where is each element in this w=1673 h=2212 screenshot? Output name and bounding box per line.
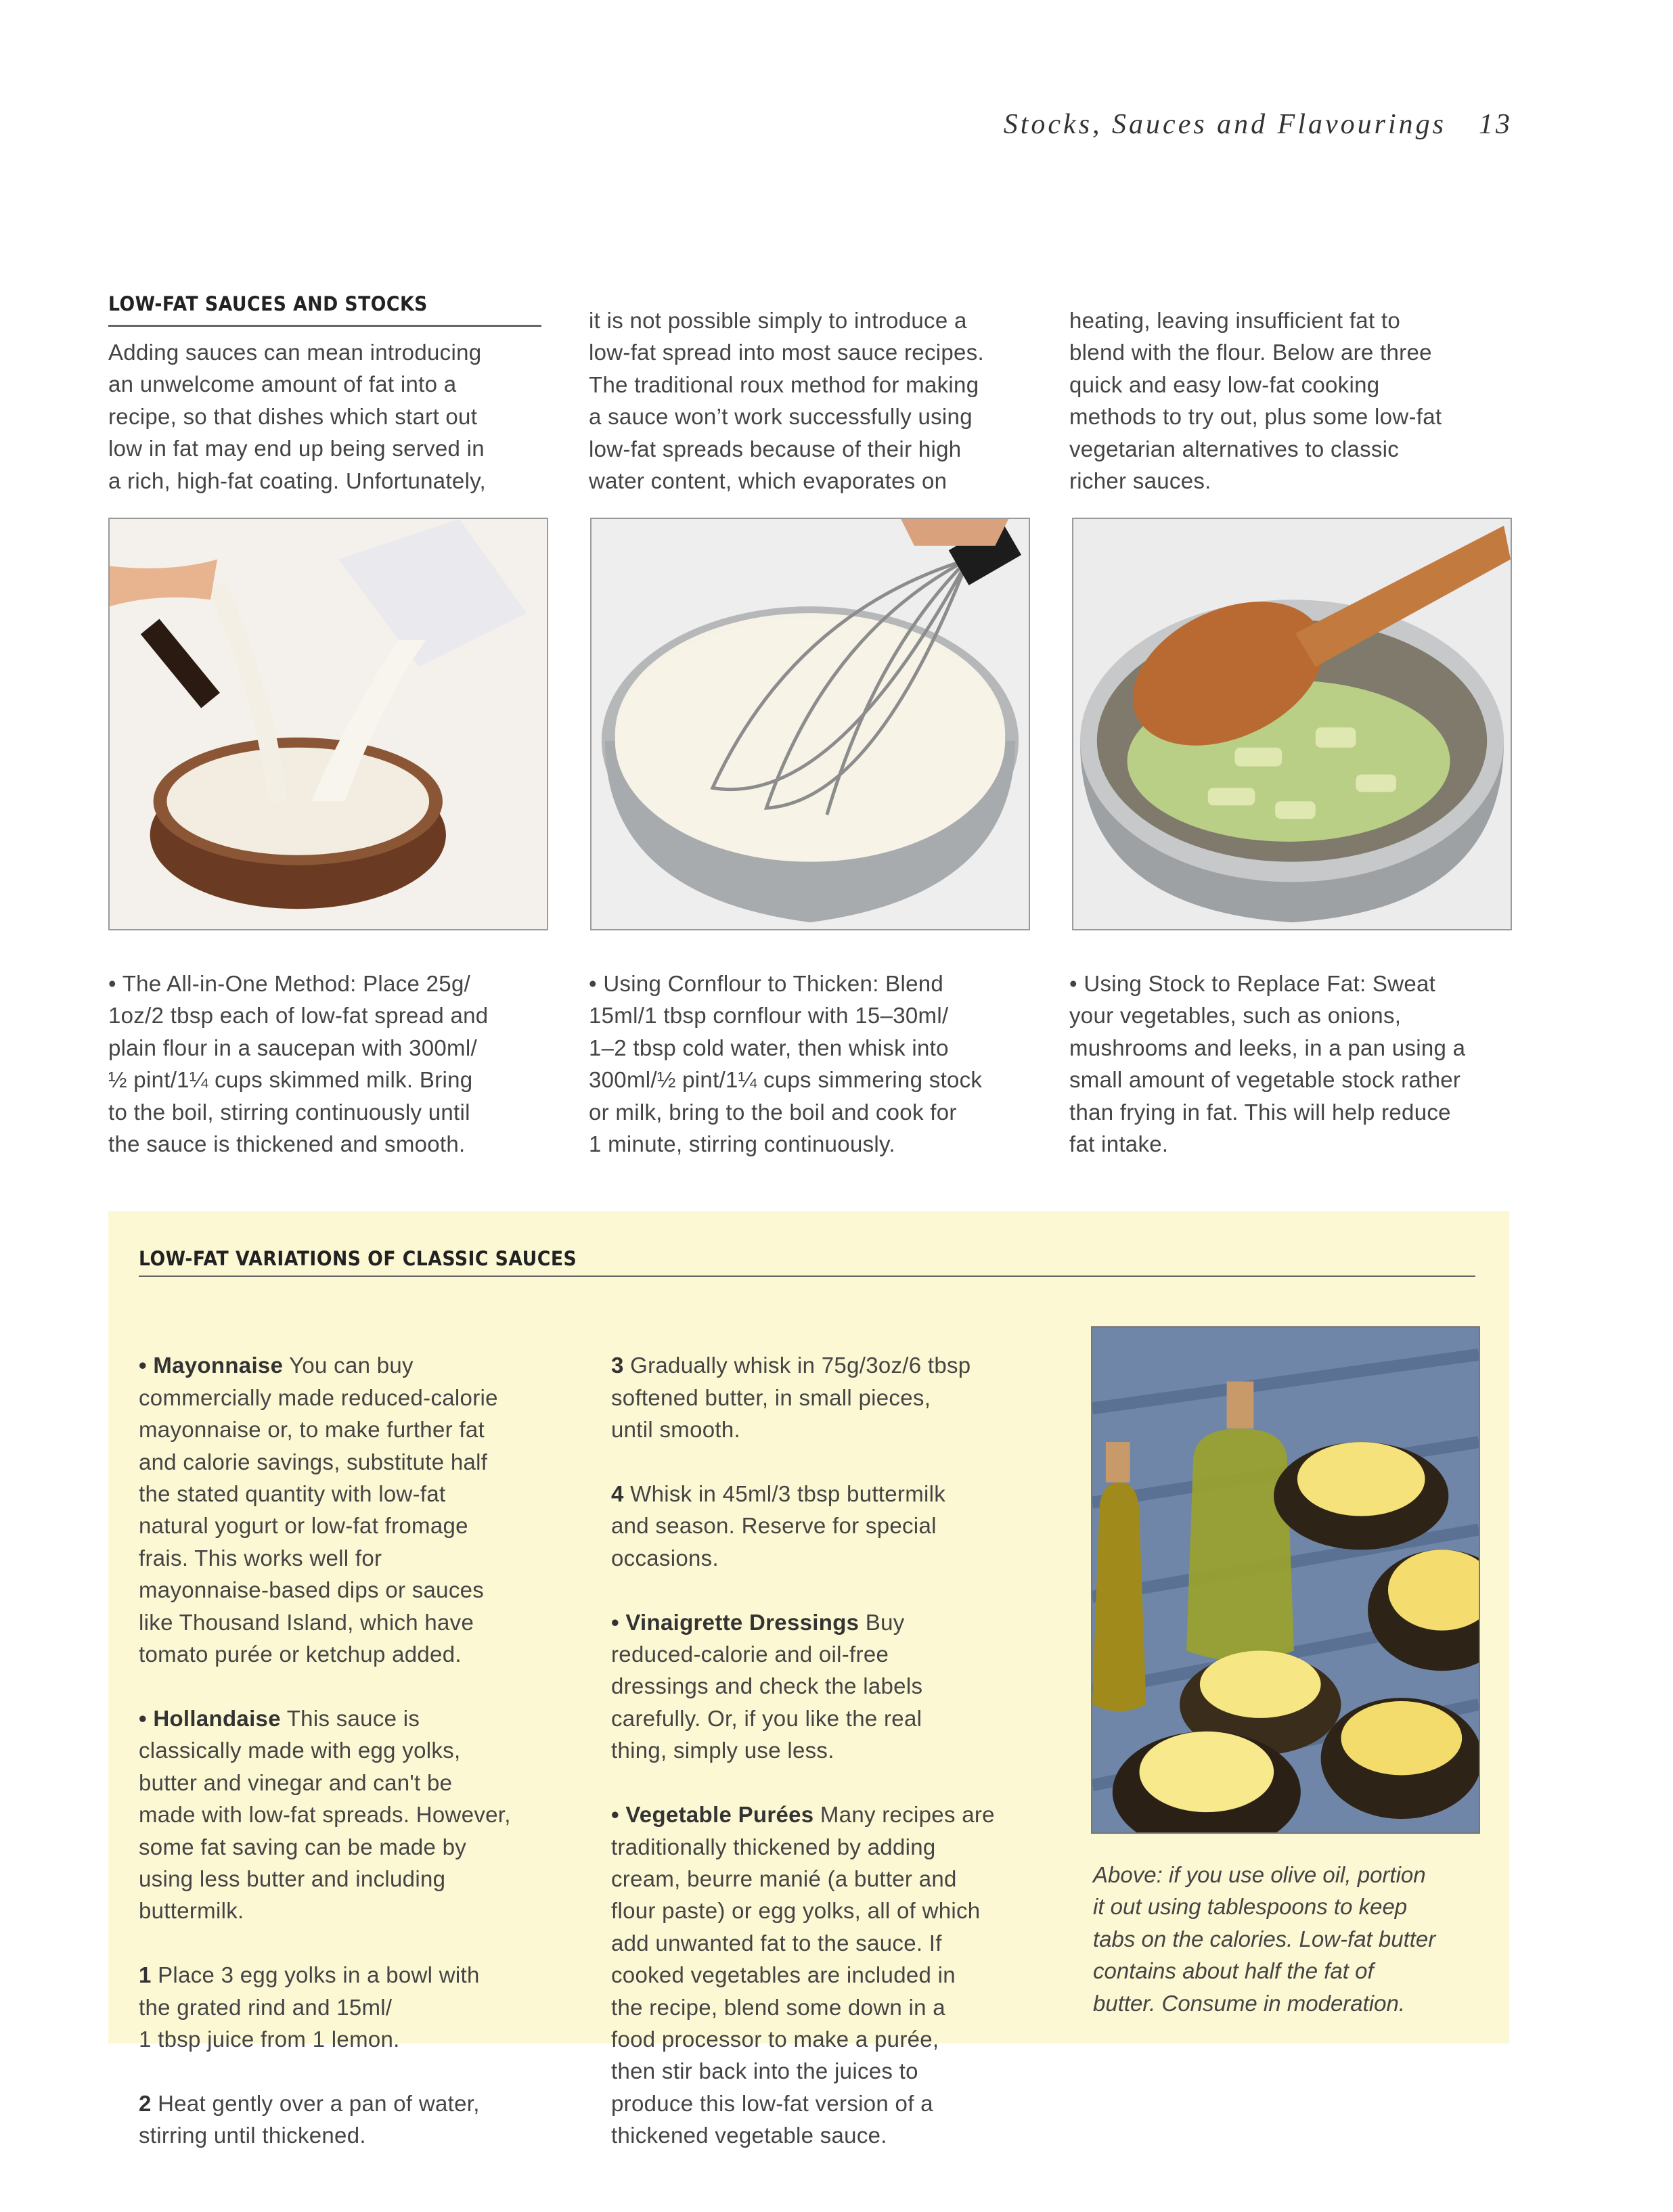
vegetable-puree-text: Many recipes are traditionally thickened by adding cream, beurre manié (a butter and flour paste) or egg yolks, all of which add unwanted fat to the sauce. If cooked vegetables are included in the recipe, blend some down in a food processor to make a purée, then stir back into the juices to produce this low-fat version of a thickened vegetable sauce. <box>611 1802 995 2148</box>
method-cornflour: • Using Cornflour to Thicken: Blend 15ml/1 tbsp cornflour with 15–30ml/ 1–2 tbsp cold water, then whisk into 300ml/½ pint/1¼ cups simmering stock or milk, bring to the boil and cook for 1 minute, stirring continuously. <box>589 971 983 1157</box>
hollandaise-step-4 <box>611 1478 1044 1574</box>
photo-caption: Above: if you use olive oil, portion it out using tablespoons to keep tabs on the calories. Low-fat butter contains about half the fat of butter. Consume in moderation. <box>1093 1862 1436 2016</box>
photo-cornflour-thicken <box>590 518 1030 930</box>
hollandaise-text: This sauce is classically made with egg yolks, butter and vinegar and can't be made with low-fat spreads. However, some fat saving can be made by using less butter and including buttermilk. <box>139 1705 511 1924</box>
heading-rule <box>108 325 541 327</box>
intro-column-2: it is not possible simply to introduce a low-fat spread into most sauce recipes. The traditional roux method for making a sauce won’t work successfully using low-fat spreads because of their high water content, which evaporates on <box>589 308 984 494</box>
variations-column-1 <box>139 1317 572 2184</box>
step-3-number: 3 <box>611 1353 624 1378</box>
photo-stock-replace-fat <box>1072 518 1512 930</box>
mayonnaise-entry <box>139 1349 572 1670</box>
method-stock: • Using Stock to Replace Fat: Sweat your vegetables, such as onions, mushrooms and leeks, in a pan using a small amount of vegetable stock rather than frying in fat. This will help reduce fat intake. <box>1069 971 1466 1157</box>
hollandaise-title: • Hollandaise <box>139 1705 281 1731</box>
running-header <box>947 108 1513 141</box>
hollandaise-entry <box>139 1702 572 1927</box>
intro-column-3: heating, leaving insufficient fat to blend with the flour. Below are three quick and easy low-fat cooking methods to try out, plus some low-fat vegetarian alternatives to classic richer sauces. <box>1069 308 1442 494</box>
step-3-text: Gradually whisk in 75g/3oz/6 tbsp softened butter, in small pieces, until smooth. <box>611 1353 971 1443</box>
running-title: Stocks, Sauces and Flavourings <box>1003 109 1446 140</box>
page-number: 13 <box>1479 109 1513 140</box>
section-heading-low-fat-sauces: LOW-FAT SAUCES AND STOCKS <box>108 292 428 315</box>
intro-column-1: Adding sauces can mean introducing an unwelcome amount of fat into a recipe, so that dishes which start out low in fat may end up being served in a rich, high-fat coating. Unfortunately, <box>108 340 487 493</box>
hollandaise-step-1 <box>139 1959 572 2055</box>
step-2-text: Heat gently over a pan of water, stirring until thickened. <box>139 2090 480 2148</box>
vinaigrette-text: Buy reduced-calorie and oil-free dressings and check the labels carefully. Or, if you like the real thing, simply use less. <box>611 1609 923 1763</box>
mayonnaise-text: You can buy commercially made reduced-calorie mayonnaise or, to make further fat and calorie savings, substitute half the stated quantity with low-fat natural yogurt or low-fat fromage frais. This works well for mayonnaise-based dips or sauces like Thousand Island, which have tomato purée or ketchup added. <box>139 1353 498 1667</box>
vegetable-puree-title: • Vegetable Purées <box>611 1802 814 1828</box>
step-1-text: Place 3 egg yolks in a bowl with the grated rind and 15ml/ 1 tbsp juice from 1 lemon. <box>139 1962 480 2052</box>
photo-oil-and-butter <box>1091 1326 1480 1834</box>
vinaigrette-title: • Vinaigrette Dressings <box>611 1609 860 1635</box>
variations-rule <box>139 1276 1475 1277</box>
step-2-number: 2 <box>139 2090 152 2116</box>
variations-column-2 <box>611 1317 1044 2184</box>
vegetable-puree-entry <box>611 1799 1044 2151</box>
hollandaise-step-2 <box>139 2087 572 2152</box>
vinaigrette-entry <box>611 1606 1044 1767</box>
step-4-text: Whisk in 45ml/3 tbsp buttermilk and season. Reserve for special occasions. <box>611 1481 946 1571</box>
method-all-in-one: • The All-in-One Method: Place 25g/ 1oz/2 tbsp each of low-fat spread and plain flour in a saucepan with 300ml/ ½ pint/1¼ cups skimmed milk. Bring to the boil, stirring continuously until the sauce is thickened and smooth. <box>108 971 489 1157</box>
step-1-number: 1 <box>139 1962 152 1988</box>
hollandaise-step-3 <box>611 1349 1044 1445</box>
mayonnaise-title: • Mayonnaise <box>139 1353 284 1378</box>
photo-all-in-one-method <box>108 518 548 930</box>
section-heading-variations: LOW-FAT VARIATIONS OF CLASSIC SAUCES <box>139 1247 577 1270</box>
step-4-number: 4 <box>611 1481 624 1507</box>
